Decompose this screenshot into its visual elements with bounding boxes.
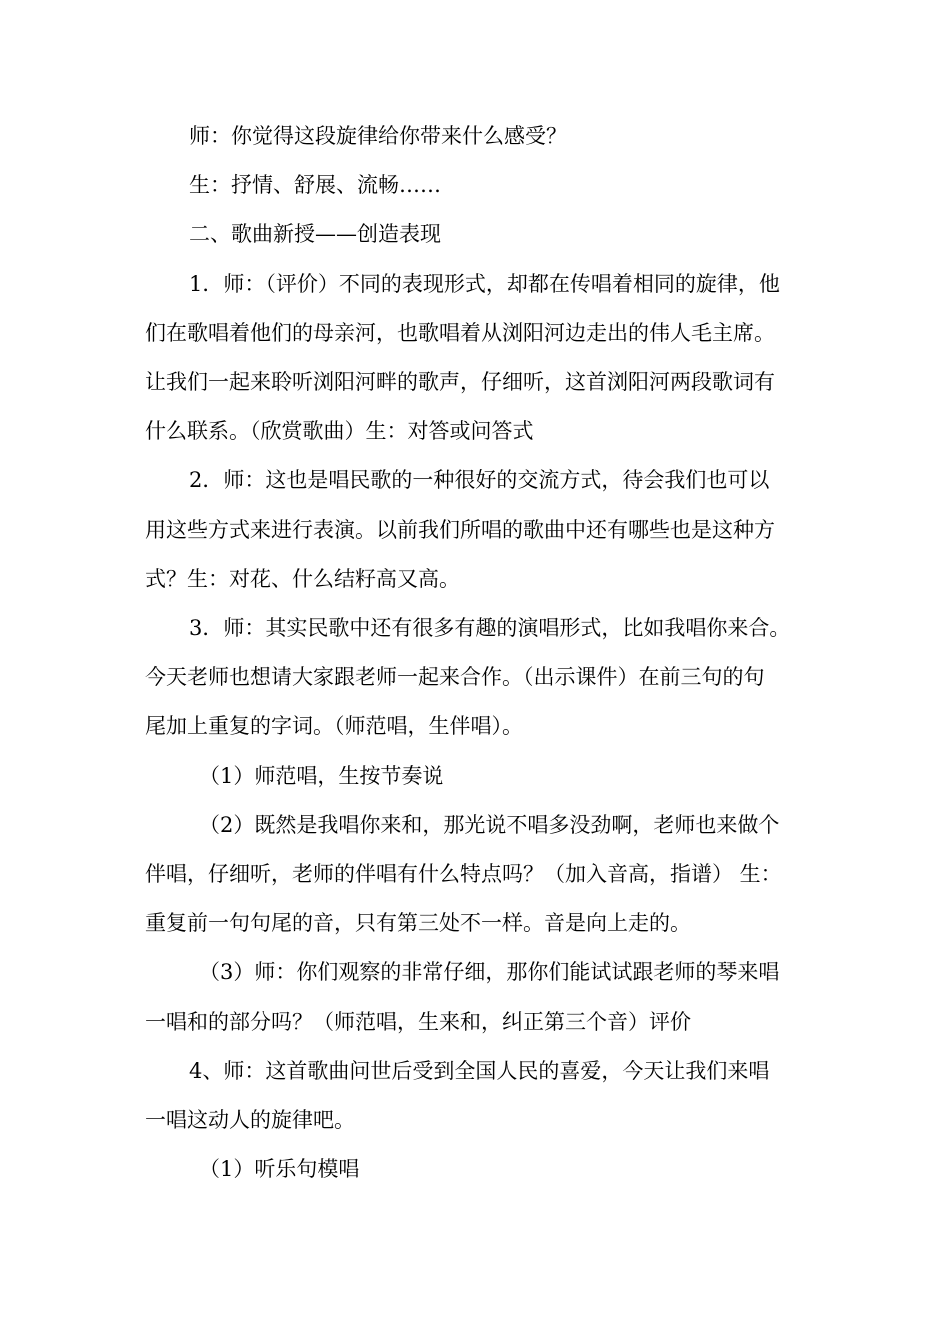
text-line: 生：抒情、舒展、流畅……	[189, 173, 441, 198]
text-line: 们在歌唱着他们的母亲河，也歌唱着从浏阳河边走出的伟人毛主席。	[145, 320, 775, 345]
paragraph	[145, 604, 811, 752]
text-line: 尾加上重复的字词。（师范唱，生伴唱）。	[145, 714, 523, 739]
text-line: 1．师：（评价）不同的表现形式，却都在传唱着相同的旋律，他	[189, 271, 780, 296]
text-line: 二、歌曲新授——创造表现	[189, 222, 441, 247]
text-line: 师：你觉得这段旋律给你带来什么感受？	[189, 124, 567, 148]
text-line: 什么联系。（欣赏歌曲）生：对答或问答式	[145, 419, 534, 444]
text-line: 式？生：对花、什么结籽高又高。	[145, 566, 460, 591]
paragraph	[145, 161, 811, 210]
text-line: 2．师：这也是唱民歌的一种很好的交流方式，待会我们也可以	[189, 468, 770, 493]
paragraph	[145, 1047, 811, 1145]
text-line: 伴唱，仔细听，老师的伴唱有什么特点吗？（加入音高，指谱） 生：	[145, 862, 782, 887]
text-line: （1）听乐句模唱	[199, 1157, 360, 1182]
text-line: 重复前一句句尾的音，只有第三处不一样。音是向上走的。	[145, 911, 691, 936]
paragraph	[145, 948, 811, 1046]
text-line: 让我们一起来聆听浏阳河畔的歌声，仔细听，这首浏阳河两段歌词有	[145, 370, 775, 395]
text-line: （1）师范唱，生按节奏说	[199, 763, 444, 788]
text-line: 一唱和的部分吗？（师范唱，生来和，纠正第三个音）评价	[145, 1009, 691, 1034]
paragraph	[145, 112, 811, 161]
text-line: 一唱这动人的旋律吧。	[145, 1108, 355, 1133]
text-line: （3）师：你们观察的非常仔细，那你们能试试跟老师的琴来唱	[199, 960, 780, 985]
text-line: （2）既然是我唱你来和，那光说不唱多没劲啊，老师也来做个	[199, 812, 780, 837]
document-body	[145, 112, 811, 1194]
paragraph	[145, 801, 811, 949]
section-heading	[145, 210, 811, 259]
text-line: 3．师：其实民歌中还有很多有趣的演唱形式，比如我唱你来合。	[189, 616, 791, 641]
text-line: 用这些方式来进行表演。以前我们所唱的歌曲中还有哪些也是这种方	[145, 517, 775, 542]
paragraph	[145, 260, 811, 457]
paragraph	[145, 752, 811, 801]
text-line: 4、师：这首歌曲问世后受到全国人民的喜爱，今天让我们来唱	[189, 1058, 770, 1083]
paragraph	[145, 456, 811, 604]
text-line: 今天老师也想请大家跟老师一起来合作。（出示课件）在前三句的句	[145, 665, 765, 690]
paragraph	[145, 1145, 811, 1194]
